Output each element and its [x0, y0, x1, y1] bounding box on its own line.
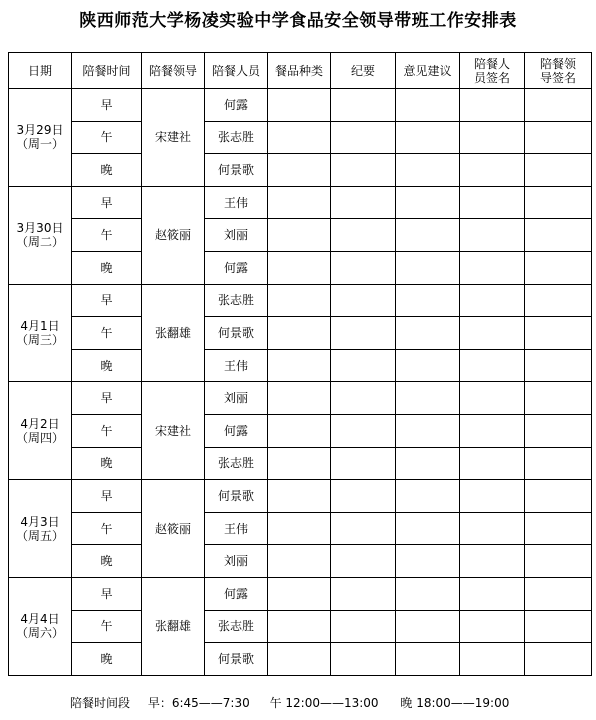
- table-row: [9, 577, 592, 610]
- meal-time-cell: 晚: [72, 545, 142, 578]
- leader-signature-cell[interactable]: [525, 219, 592, 252]
- table-row: [9, 349, 592, 382]
- date-cell: [9, 284, 72, 382]
- header-cell: 陪餐领导: [142, 53, 205, 89]
- table-row: [9, 154, 592, 187]
- table-row: [9, 414, 592, 447]
- meal-time-cell: 晚: [72, 154, 142, 187]
- staff-signature-cell[interactable]: [460, 480, 525, 513]
- leader-signature-cell[interactable]: [525, 610, 592, 643]
- staff-cell: 张志胜: [205, 284, 268, 317]
- notes-cell[interactable]: [331, 89, 396, 122]
- header-cell: 陪餐时间: [72, 53, 142, 89]
- notes-cell[interactable]: [331, 186, 396, 219]
- notes-cell[interactable]: [331, 284, 396, 317]
- leader-signature-cell[interactable]: [525, 577, 592, 610]
- meal-time-cell: 晚: [72, 447, 142, 480]
- staff-cell: 刘丽: [205, 382, 268, 415]
- staff-cell: 何景歌: [205, 317, 268, 350]
- dish-type-cell[interactable]: [268, 284, 331, 317]
- staff-cell: 张志胜: [205, 447, 268, 480]
- notes-cell[interactable]: [331, 219, 396, 252]
- footer-label: 陪餐时间段: [70, 696, 131, 710]
- notes-cell[interactable]: [331, 643, 396, 676]
- dish-type-cell[interactable]: [268, 154, 331, 187]
- date-text: 4月3日: [20, 514, 60, 529]
- staff-cell: 王伟: [205, 349, 268, 382]
- suggestion-cell[interactable]: [396, 577, 460, 610]
- table-row: [9, 643, 592, 676]
- leader-signature-cell[interactable]: [525, 317, 592, 350]
- suggestion-cell[interactable]: [396, 186, 460, 219]
- suggestion-cell[interactable]: [396, 317, 460, 350]
- leader-cell: 宋建社: [142, 89, 205, 187]
- dish-type-cell[interactable]: [268, 480, 331, 513]
- staff-signature-cell[interactable]: [460, 121, 525, 154]
- leader-signature-cell[interactable]: [525, 545, 592, 578]
- table-row: [9, 545, 592, 578]
- notes-cell[interactable]: [331, 317, 396, 350]
- suggestion-cell[interactable]: [396, 284, 460, 317]
- suggestion-cell[interactable]: [396, 382, 460, 415]
- suggestion-cell[interactable]: [396, 251, 460, 284]
- staff-cell: 张志胜: [205, 610, 268, 643]
- leader-signature-cell[interactable]: [525, 186, 592, 219]
- staff-cell: 刘丽: [205, 545, 268, 578]
- dish-type-cell[interactable]: [268, 512, 331, 545]
- suggestion-cell[interactable]: [396, 643, 460, 676]
- leader-cell: 张翻雄: [142, 284, 205, 382]
- staff-signature-cell[interactable]: [460, 610, 525, 643]
- date-text: 3月30日: [16, 221, 64, 236]
- notes-cell[interactable]: [331, 349, 396, 382]
- meal-time-cell: 午: [72, 121, 142, 154]
- meal-time-cell: 午: [72, 317, 142, 350]
- date-cell: [9, 577, 72, 675]
- dish-type-cell[interactable]: [268, 382, 331, 415]
- suggestion-cell[interactable]: [396, 480, 460, 513]
- meal-time-cell: 早: [72, 577, 142, 610]
- table-row: [9, 610, 592, 643]
- staff-signature-cell[interactable]: [460, 382, 525, 415]
- staff-cell: 王伟: [205, 512, 268, 545]
- suggestion-cell[interactable]: [396, 447, 460, 480]
- dish-type-cell[interactable]: [268, 121, 331, 154]
- date-text: 4月1日: [20, 318, 60, 333]
- meal-time-cell: 晚: [72, 349, 142, 382]
- table-row: [9, 480, 592, 513]
- meal-time-cell: 早: [72, 284, 142, 317]
- header-cell: 餐品种类: [268, 53, 331, 89]
- date-cell: [9, 480, 72, 578]
- table-row: [9, 382, 592, 415]
- date-text: 4月2日: [20, 416, 60, 431]
- suggestion-cell[interactable]: [396, 610, 460, 643]
- table-row: [9, 317, 592, 350]
- staff-cell: 何露: [205, 577, 268, 610]
- leader-signature-cell[interactable]: [525, 447, 592, 480]
- notes-cell[interactable]: [331, 545, 396, 578]
- notes-cell[interactable]: [331, 121, 396, 154]
- dish-type-cell[interactable]: [268, 186, 331, 219]
- staff-cell: 刘丽: [205, 219, 268, 252]
- leader-signature-cell[interactable]: [525, 284, 592, 317]
- meal-time-cell: 午: [72, 512, 142, 545]
- date-text: 4月4日: [20, 612, 60, 627]
- footer-lunch: 午 12:00——13:00: [269, 696, 379, 710]
- notes-cell[interactable]: [331, 154, 396, 187]
- table-row: [9, 251, 592, 284]
- staff-signature-cell[interactable]: [460, 577, 525, 610]
- weekday-text: （周四）: [15, 430, 64, 445]
- meal-time-footer: [70, 694, 509, 711]
- suggestion-cell[interactable]: [396, 414, 460, 447]
- table-row: [9, 219, 592, 252]
- staff-cell: 张志胜: [205, 121, 268, 154]
- header-cell: 陪餐人员签名: [460, 53, 525, 89]
- meal-time-cell: 晚: [72, 251, 142, 284]
- table-row: [9, 512, 592, 545]
- header-cell: 陪餐领导签名: [525, 53, 592, 89]
- staff-cell: 何景歌: [205, 480, 268, 513]
- leader-signature-cell[interactable]: [525, 480, 592, 513]
- notes-cell[interactable]: [331, 382, 396, 415]
- table-row: [9, 89, 592, 122]
- table-row: [9, 121, 592, 154]
- leader-cell: 赵筱丽: [142, 186, 205, 284]
- header-cell: 陪餐人员: [205, 53, 268, 89]
- leader-signature-cell[interactable]: [525, 154, 592, 187]
- suggestion-cell[interactable]: [396, 219, 460, 252]
- leader-signature-cell[interactable]: [525, 414, 592, 447]
- suggestion-cell[interactable]: [396, 89, 460, 122]
- staff-signature-cell[interactable]: [460, 154, 525, 187]
- notes-cell[interactable]: [331, 447, 396, 480]
- meal-time-cell: 早: [72, 480, 142, 513]
- meal-time-cell: 午: [72, 414, 142, 447]
- weekday-text: （周六）: [15, 626, 64, 641]
- meal-time-cell: 午: [72, 219, 142, 252]
- dish-type-cell[interactable]: [268, 610, 331, 643]
- date-text: 3月29日: [16, 123, 64, 138]
- leader-cell: 宋建社: [142, 382, 205, 480]
- suggestion-cell[interactable]: [396, 545, 460, 578]
- notes-cell[interactable]: [331, 251, 396, 284]
- suggestion-cell[interactable]: [396, 121, 460, 154]
- dish-type-cell[interactable]: [268, 643, 331, 676]
- staff-signature-cell[interactable]: [460, 317, 525, 350]
- staff-signature-cell[interactable]: [460, 251, 525, 284]
- staff-cell: 何景歌: [205, 154, 268, 187]
- table-row: [9, 447, 592, 480]
- date-cell: [9, 89, 72, 187]
- date-cell: [9, 186, 72, 284]
- staff-cell: 何露: [205, 251, 268, 284]
- footer-breakfast: 早：6:45——7:30: [147, 696, 250, 710]
- staff-signature-cell[interactable]: [460, 186, 525, 219]
- notes-cell[interactable]: [331, 512, 396, 545]
- staff-cell: 王伟: [205, 186, 268, 219]
- notes-cell[interactable]: [331, 610, 396, 643]
- header-row: [9, 53, 592, 89]
- meal-time-cell: 早: [72, 382, 142, 415]
- weekday-text: （周三）: [15, 332, 64, 347]
- staff-signature-cell[interactable]: [460, 89, 525, 122]
- leader-signature-cell[interactable]: [525, 121, 592, 154]
- date-cell: [9, 382, 72, 480]
- page-title: 陕西师范大学杨凌实验中学食品安全领导带班工作安排表: [79, 11, 517, 31]
- dish-type-cell[interactable]: [268, 317, 331, 350]
- leader-signature-cell[interactable]: [525, 251, 592, 284]
- meal-time-cell: 早: [72, 186, 142, 219]
- header-cell: 意见建议: [396, 53, 460, 89]
- staff-signature-cell[interactable]: [460, 643, 525, 676]
- header-cell: 日期: [9, 53, 72, 89]
- table-row: [9, 186, 592, 219]
- table-row: [9, 284, 592, 317]
- leader-signature-cell[interactable]: [525, 382, 592, 415]
- leader-signature-cell[interactable]: [525, 349, 592, 382]
- staff-cell: 何景歌: [205, 643, 268, 676]
- staff-signature-cell[interactable]: [460, 512, 525, 545]
- staff-signature-cell[interactable]: [460, 545, 525, 578]
- meal-time-cell: 午: [72, 610, 142, 643]
- staff-signature-cell[interactable]: [460, 447, 525, 480]
- staff-signature-cell[interactable]: [460, 219, 525, 252]
- weekday-text: （周五）: [15, 528, 64, 543]
- weekday-text: （周一）: [15, 137, 64, 152]
- meal-time-cell: 早: [72, 89, 142, 122]
- dish-type-cell[interactable]: [268, 89, 331, 122]
- dish-type-cell[interactable]: [268, 349, 331, 382]
- header-cell: 纪要: [331, 53, 396, 89]
- suggestion-cell[interactable]: [396, 349, 460, 382]
- leader-cell: 张翻雄: [142, 577, 205, 675]
- schedule-table: [8, 52, 592, 676]
- staff-cell: 何露: [205, 414, 268, 447]
- dish-type-cell[interactable]: [268, 577, 331, 610]
- dish-type-cell[interactable]: [268, 414, 331, 447]
- meal-time-cell: 晚: [72, 643, 142, 676]
- dish-type-cell[interactable]: [268, 545, 331, 578]
- dish-type-cell[interactable]: [268, 219, 331, 252]
- dish-type-cell[interactable]: [268, 251, 331, 284]
- dish-type-cell[interactable]: [268, 447, 331, 480]
- staff-cell: 何露: [205, 89, 268, 122]
- staff-signature-cell[interactable]: [460, 349, 525, 382]
- footer-dinner: 晚 18:00——19:00: [400, 696, 510, 710]
- leader-signature-cell[interactable]: [525, 512, 592, 545]
- suggestion-cell[interactable]: [396, 154, 460, 187]
- notes-cell[interactable]: [331, 480, 396, 513]
- leader-signature-cell[interactable]: [525, 89, 592, 122]
- notes-cell[interactable]: [331, 414, 396, 447]
- leader-signature-cell[interactable]: [525, 643, 592, 676]
- weekday-text: （周二）: [15, 235, 64, 250]
- staff-signature-cell[interactable]: [460, 284, 525, 317]
- staff-signature-cell[interactable]: [460, 414, 525, 447]
- notes-cell[interactable]: [331, 577, 396, 610]
- leader-cell: 赵筱丽: [142, 480, 205, 578]
- suggestion-cell[interactable]: [396, 512, 460, 545]
